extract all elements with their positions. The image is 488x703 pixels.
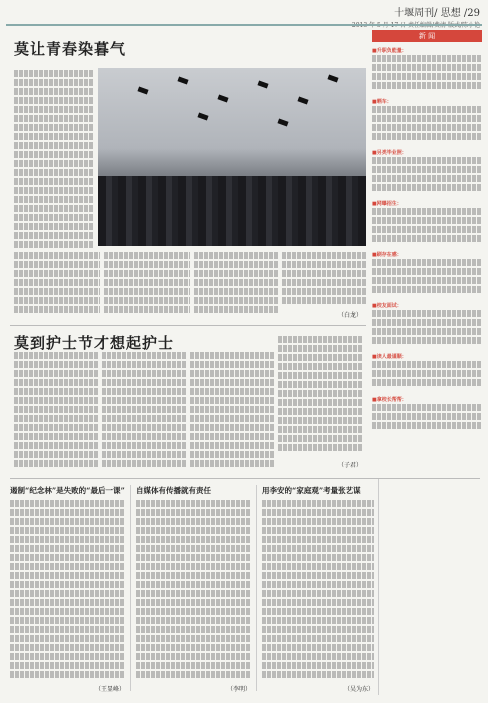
article-nurse-title: 莫到护士节才想起护士 [14,334,175,352]
sidebar-heading: 新 闻 [372,30,482,42]
bottom-commentary-section [10,478,480,699]
commentary-column [262,485,374,695]
graduation-photo [98,68,366,246]
column-divider [130,485,131,691]
commentary-column [10,485,125,695]
article-youth [10,30,366,320]
commentary-title: 用李安的“家庭观”考量张艺谋 [262,486,361,495]
article-nurse-text-col1 [14,352,98,472]
sidebar-continued-text [382,339,480,689]
article-nurse-text-col4 [278,336,362,456]
sidebar-item-label: ■刷存在感： [372,252,402,258]
sidebar-item-label: ■网曝招生： [372,201,402,207]
article-nurse-text-col3 [190,352,274,472]
commentary-author: （李明） [226,686,251,693]
sidebar-item-label: ■校友面试： [372,303,402,309]
sidebar-item [372,99,482,144]
commentary-column [136,485,251,695]
commentary-author: （王显峰） [94,686,125,693]
sidebar-item [372,48,482,93]
article-youth-text-col3 [104,252,190,318]
sidebar-item-label: ■拿校长帮帮： [372,397,407,403]
article-youth-title: 莫让青春染暮气 [14,40,127,58]
sidebar-item [372,252,482,297]
article-nurse [10,325,366,476]
column-divider [256,485,257,691]
article-youth-text-col2 [14,252,100,318]
sidebar-item-label: ■读人最谨顺： [372,354,407,360]
article-youth-text-col4 [194,252,278,318]
column-divider [378,479,379,695]
commentary-title: 自媒体有传播就有责任 [136,486,211,495]
header-rule [6,24,482,26]
article-nurse-text-col2 [102,352,186,472]
commentary-title: 遏制“纪念林”是失败的“最后一课” [10,486,125,495]
article-youth-text-col1 [14,70,94,250]
sidebar-item [372,150,482,195]
article-youth-author: （白龙） [337,312,362,319]
commentary-author: （吴为东） [343,686,374,693]
sidebar-item-label: ■另类毕业照： [372,150,407,156]
article-nurse-author: （子君） [337,462,362,469]
sidebar-item [372,201,482,246]
sidebar-item-label: ■晒车： [372,99,392,105]
sidebar-item-label: ■升职负能量： [372,48,407,54]
article-youth-text-col5 [282,252,366,308]
page-title: 十堰周刊/ 思想 /29 [394,8,480,19]
